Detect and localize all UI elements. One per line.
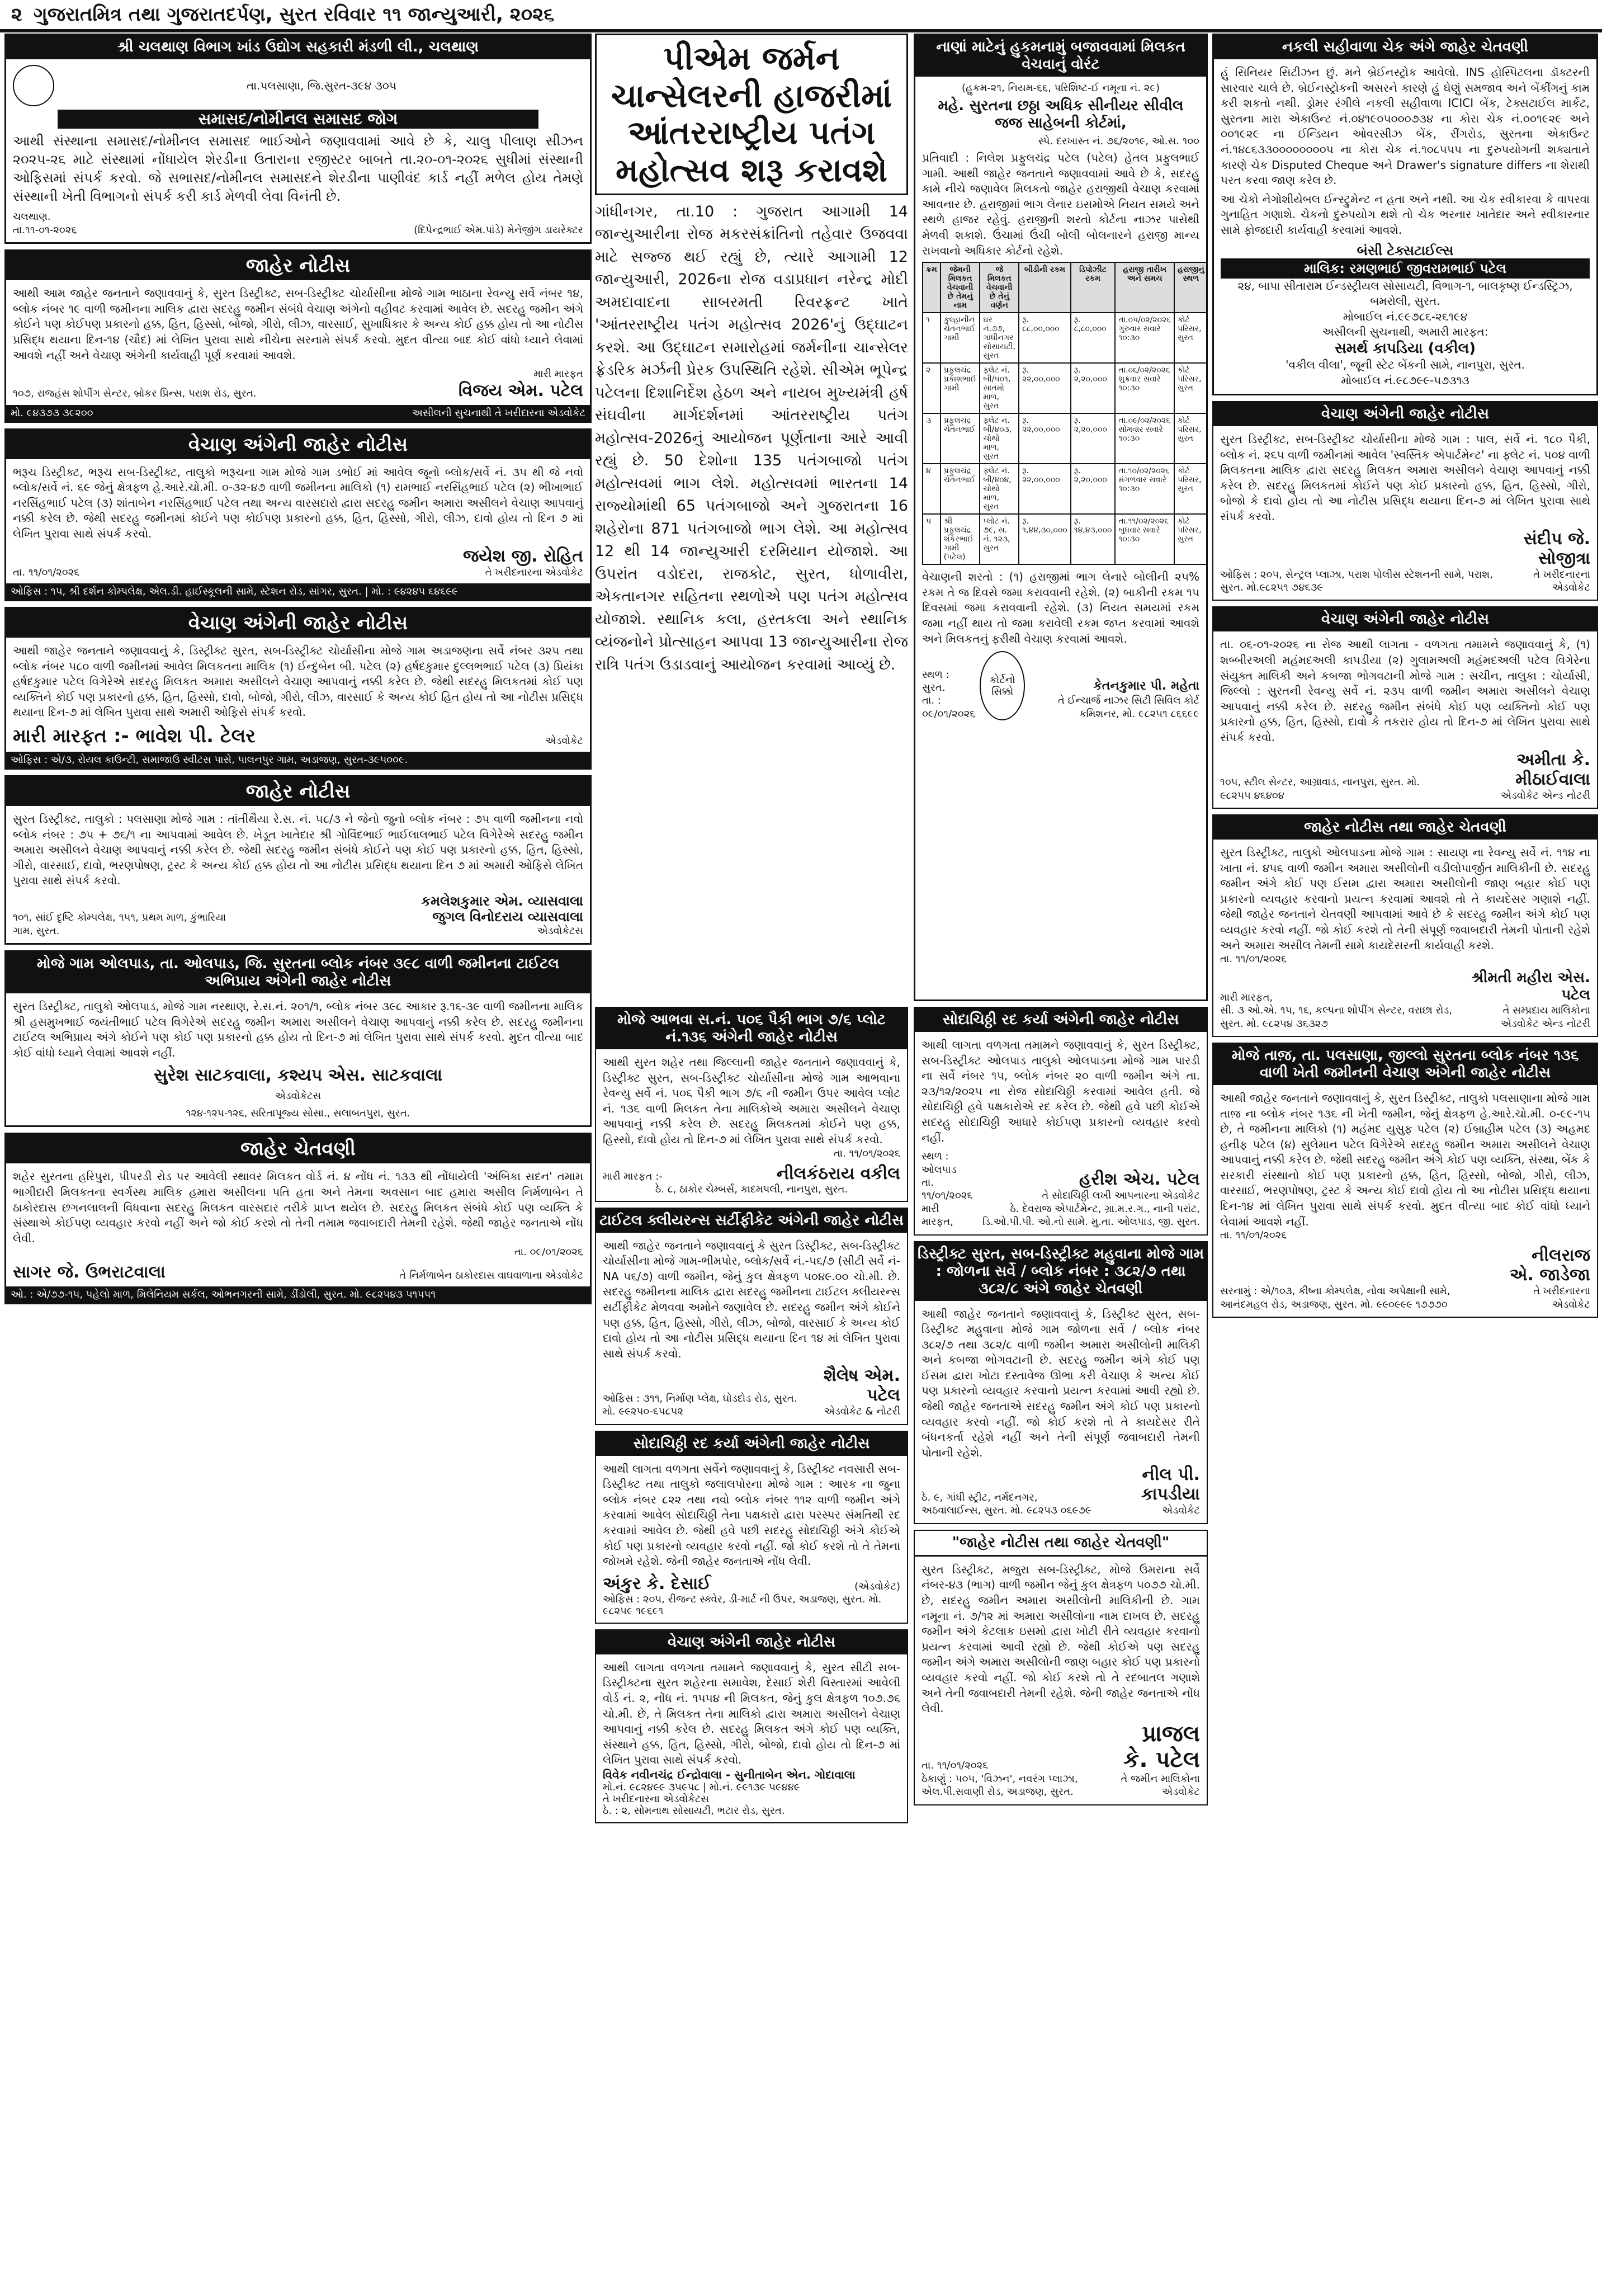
notice1-header: જાહેર નોટીસ [6,251,590,280]
notice-e-date: તા. ૧૧/૦૧/૨૦૨૬ [921,1176,973,1202]
cheque-address: ૨૪, બાપા સીતારામ ઈન્ડસ્ટ્રીયલ સોસાયટી, વિભાગ-૧, બાલકૃષ્ણ ઈન્ડસ્ટ્રિઝ, બમરોલી, સુરત. [1237,279,1573,308]
public-warning-1 [4,1133,592,1304]
notice3-via: મારી મારફત :- [13,724,129,747]
notice1-advocate: વિજય એમ. પટેલ [458,380,583,400]
auction-cell: રૂ. ૨૨,૦૦,૦૦૦ [1019,413,1071,464]
notice6-advocate: સાગર જે. ઉભરાટવાલા [13,1262,166,1283]
auction-cell: ૩ [923,413,941,464]
notice2-body: ભરૂચ ડિસ્ટ્રીક્ટ, ભરૂચ સબ-ડિસ્ટ્રીક્ટ, તાલુકો ભરૂચના ગામ મોજે ગામ ડભોઈ માં આવેલ જૂનો બ્લોક/સર્વે નં. ૩૫ થી જે નવો બ્લોક/સર્વે નં. ૬૯ જેનું ક્ષેત્રફળ હે.આરે.ચો.મી. ૦-૩૨-૪૭ વાળી જમીનના માલિકો (૧) રામભાઈ નરસિંહભાઈ પટેલ (૨) ભીખાભાઈ નરસિંહભાઈ પટેલ (૩) શાંતાબેન નરસિંહભાઈ પટેલ તથા અન્ય વારસદારો દ્વારા સદરહુ જમીન અમારા અસીલને વેચાણ આપવાનું નક્કી કરેલ છે. જેથી સદરહુ જમીનમાં કોઈને પણ કોઈપણ પ્રકારનો હક્ક, હિત, હિસ્સો, ગીરો, લીઝ, દાવો હોય તો દિન ૭ માં લેખિત પુરાવા સાથે સંપર્ક કરવો. [13,465,583,540]
court-warrant-section [914,34,1208,1007]
notice-b-office: ઓફિસ : ૩૧૧, નિર્માણ પ્લેક્ષ, ઘોડદોડ રોડ, સુરત. મો. ૯૯૨૫૦-૬૫૮૫૨ [603,1392,797,1418]
auction-row [923,363,1208,413]
notice-g-role: તે જમીન માલિકોના એડવોકેટ [1121,1772,1200,1798]
notice-b-header: ટાઈટલ ક્લીયરન્સ સર્ટીફીકેટ અંગેની જાહેર નોટીસ [596,1209,907,1233]
auction-cell: ફ્લેટ નં. બી/૪૦૩, ચોથો માળ, સુરત [980,413,1019,464]
notice2-role: તે ખરીદનારના એડવોકેટ [485,566,583,578]
auction-cell: રૂ. ૨,૨૦,૦૦૦ [1071,413,1116,464]
warrant-date: તા. : ૦૯/૦૧/૨૦૨૬ [922,695,976,720]
auction-cell: ઘર નં.૭૭, ગાંધીનગર સોસાયટી, સુરત [980,313,1019,363]
notice-g-body: સુરત ડિસ્ટ્રીક્ટ, મજુરા સબ-ડિસ્ટ્રીક્ટ, મોજે ઉમરાના સર્વે નંબર-૪૩ (ભાગ) વાળી જમીન જેનું કુલ ક્ષેત્રફળ ૫૦૭૭ ચો.મી. છે, સદરહુ જમીન અમારા અસીલોની માલિકીની છે. ગામ નમૂના નં. ૭/૧૨ માં અમારા અસીલોના નામ દાખલ છે. સદરહુ જમીન અંગે કેટલાક ઇસમો દ્વારા ખોટી રીતે વ્યવહાર કરવાનો પ્રયત્ન કરવામાં આવી રહ્યો છે. જેથી કોઈએ પણ સદરહુ જમીન અંગે અમારા અસીલોની જાણ બહાર કોઈ પણ પ્રકારનો વ્યવહાર કરવો નહીં. જો કોઈ કરશે તો તે રદબાતલ ગણાશે અને તેની જવાબદારી તેમની રહેશે. જેની જાહેર જનતાએ નોંધ લેવી. [921,1562,1200,1715]
r-notice4-date: તા. ૧૧/૦૧/૨૦૨૬ [1220,1229,1287,1242]
warrant-place: સ્થળ : સુરત. [922,668,949,694]
r-notice3-advocate: શ્રીમતી મહીરા એસ. પટેલ [1471,969,1590,1004]
r-notice4-advocate: નીલરાજ એ. જાડેજા [1509,1246,1590,1285]
notice6-body: શહેર સુરતના હરિપુરા, પીપરડી રોડ પર આવેલી સ્થાવર મિલકત વોર્ડ નં. ૪ નોંધ નં. ૧૩૩ થી નોંધાયેલી 'અંબિકા સદન' તમામ ભાગીદારી મિલકતના સ્વર્ગસ્થ માલિક હમારા અસીલના પતિ હતા અને તેમના અવસાન બાદ હમારા અસીલ નિર્મળાબેન તે ઠાકોરદાસ છગનલાલની વિધવાના સદરહુ મિલકત વારસદાર તરીકે પ્રાપ્ત થયેલ છે. સદરહુ મિલકત સંબંધે કોઈ પણ વ્યક્તિ કે સંસ્થાએ કોઈપણ વ્યવહાર કરવો નહીં અને જો કોઈ કરશે તો તેની તમામ જવાબદારી તેમની રહેશે. જેથી જાહેર જનતાએ નોંધ લેવી. [13,1170,583,1245]
auction-cell: તા.૦૯/૦૨/૨૦૨૬ સોમવાર સવારે ૧૦:૩૦ [1115,413,1174,464]
auction-col-header: જેમની મિલકત વેચવાની છે તેમનું નામ [941,262,980,313]
notice6-header: જાહેર ચેતવણી [6,1134,590,1163]
sale-notice-right-1 [1212,401,1598,601]
society-place: ચલથાણ. [13,211,51,223]
notice-a-office: ઠે. ૮, ઠાકોર ચેમ્બર્સ, કાદમપલી, નાનપુરા, સુરત. [655,1183,848,1195]
notice-f-role: એડવોકેટ [1162,1505,1200,1517]
auction-table-header [923,262,1208,313]
recovery-warrant [914,34,1208,1001]
notice-f-office: ઠે. ૯, ગાંધી સ્ટ્રીટ, નર્મદનગર, અઠવાલાઈન્સ, સુરત. મો. ૯૮૨૫૩ ૦૬૯૭૯ [921,1492,1091,1517]
notice1-body: આથી આમ જાહેર જનતાને જણાવવાનું કે, સુરત ડિસ્ટ્રીક્ટ, સબ-ડિસ્ટ્રીક્ટ ચોર્યાસીના મોજે ગામ ભાઠાના રેવન્યુ સર્વે નંબર ૧૪, બ્લોક નંબર ૧૯ વાળી જમીનના માલિક દ્વારા સદરહુ જમીન સંબંધે વેચાણ અંગેનો વહીવટ કરવામાં આવેલ છે. સદરહુ જમીન અંગે કોઈને પણ કોઈપણ પ્રકારનો હક્ક, હિત, હિસ્સો, બોજો, ગીરો, લીઝ, વારસાઈ, સુખાધિકાર કે અન્ય કોઈ હક્ક હોય તો આ નોટીસ પ્રસિદ્ધ થયાના દિન-૧૪ (ચૌદ) માં લેખિત પુરાવા સાથે નીચેના સરનામે સંપર્ક કરવો. મુદત વીત્યા બાદ કોઈ વાંધો ધ્યાને લેવામાં આવશે નહીં અને વેચાણ અંગેની કાર્યવાહી પૂર્ણ કરવામાં આવશે. [13,286,583,362]
notice-d-body: આથી લાગતા વળગતા તમામને જણાવવાનું કે, સુરત સીટી સબ-ડિસ્ટ્રીક્ટના સુરત શહેરના સમાવેશ, દેસાઈ શેરી વિસ્તારમાં આવેલી વોર્ડ નં. ૨, નોંધ નં. ૧૫૫૪ ની મિલકત, જેનું કુલ ક્ષેત્રફળ ૧૦૭.૭૬ ચો.મી. છે, તે મિલકત તેના માલિકો દ્વારા અમારા અસીલને વેચાણ આપવાનું નક્કી કરેલ છે. સદરહુ મિલકત અંગે કોઈ પણ વ્યક્તિ, સંસ્થાને હક્ક, હિત, હિસ્સો, ગીરો, બોજો, દાવો હોય તો દિન-૭ માં લેખિત પુરાવા સાથે સંપર્ક કરવો. [603,1660,900,1767]
news-article: ગાંધીનગર, તા.10 : ગુજરાત આગામી 14 જાન્યુઆરીના રોજ મકરસંક્રાંતિનો તહેવાર ઉજવવા માટે સજ્જ થઈ રહ્યું છે, ત્યારે આગામી 12 જાન્યુઆરી, 2026ના રોજ વડાપ્રધાન નરેન્દ્ર મોદી અમદાવાદના સાબરમતી રિવરફ્રન્ટ ખાતે 'આંતરરાષ્ટ્રીય પતંગ મહોત્સવ 2026'નું ઉદ્ઘાટન કરશે. આ ઉદ્ઘાટન સમારોહમાં જર્મનીના ચાન્સેલર ફ્રેડરિક મર્ઝની પ્રેરક ઉપસ્થિતિ રહેશે. સીએમ ભૂપેન્દ્ર પટેલના દિશાનિર્દેશ હેઠળ અને નાયબ મુખ્યમંત્રી હર્ષ સંઘવીના માર્ગદર્શનમાં આંતરરાષ્ટ્રીય પતંગ મહોત્સવ-2026નું આયોજન પૂર્ણતાના આરે આવી રહ્યું છે. 50 દેશોના 135 પતંગબાજો પતંગ મહોત્સવમાં ભાગ લેશે. મહોત્સવમાં ભારતના 14 રાજ્યોમાંથી 65 પતંગબાજો અને ગુજરાતના 16 શહેરોના 871 પતંગબાજો ભાગ લેશે. આ મહોત્સવ 12 થી 14 જાન્યુઆરી દરમિયાન યોજાશે. આ ઉપરાંત વડોદરા, રાજકોટ, સુરત, ધોળાવીરા, એકતાનગર સહિતના સ્થળોએ પણ પતંગ મહોત્સવ યોજાશે. સ્થાનિક કલા, હસ્તકલા અને સ્થાનિક વ્યંજનોને પ્રોત્સાહન આપવા 13 જાન્યુઆરીના રોજ રાત્રિ પતંગ ઉડાડવાનું આયોજન કરવામાં આવ્યું છે. [595,202,908,673]
sale-notice-3 [595,1629,908,1823]
auction-cell: તા.૦૫/૦૨/૨૦૨૬ ગુરુવાર સવારે ૧૦:૩૦ [1115,313,1174,363]
notice3-office: ઓફિસ : એ/૩, રોયલ કાઉન્ટી, સમાજાઉ સ્વીટસ પાસે, પાલનપુર ગામ, અડાજણ, સુરત-૩૯૫૦૦૯. [11,753,408,766]
notice-e-place: સ્થળ : ઓલપાડ [921,1151,957,1176]
warrant-signer: કેતનકુમાર પી. મહેતા [1093,678,1199,693]
auction-table [922,262,1208,565]
notice-f-advocate: નીલ પી. કાપડીયા [1141,1465,1200,1505]
cheque-advocate: સમર્થ કાપડિયા (વકીલ) [1334,340,1476,357]
auction-cell: ૨ [923,363,941,413]
public-notice-warning-2 [914,1530,1208,1805]
cheque-body-2: આ ચેકો નેગોશીયેબલ ઈન્સ્ટ્રુમેન્ટ ન હતા અને નથી. આ ચેક સ્વીકારવા કે વાપરવા ગુનાહિત ગણાશે. ચેકનો દુરુપયોગ થશે તો ચેક ભરનાર ખાતેદાર અને સ્વીકારનાર સામે ફોજદારી કાર્યવાહી કરવામાં આવશે. [1221,192,1590,237]
notice6-office: ઓ. : એ/૭૭-૧૫, પહેલો માળ, મિલેનિયમ સર્કલ, ઓભનગરની સામે, ડીંડોલી, સુરત. મો. ૯૮૨૫૪૩ ૫૧૫૫૧ [11,1289,436,1301]
public-notice-2 [4,775,592,945]
r-notice4-body: આથી જાહેર જનતાને જણાવવાનું કે, સુરત ડિસ્ટ્રીક્ટ, તાલુકો પલસાણાના મોજે ગામ તાજ઼ ના બ્લોક નંબર ૧૩૬ ની ખેતી જમીન, જેનું ક્ષેત્રફળ હે.આરે.ચો.મી. ૦-૯૯-૧૫ છે, તે જમીનના માલિકો (૧) મહંમદ યુસુફ પટેલ (૨) ઈબ્રાહીમ પટેલ (૩) અહમદ હનીફ પટેલ (૪) સુલેમાન પટેલ વિગેરેએ સદરહુ જમીન અમારા અસીલને વેચાણ આપવાનું નક્કી કરેલ છે. જેથી સદરહુ જમીન અંગે કોઈ પણ વ્યક્તિ, સંસ્થા, બેંક કે સરકારી સંસ્થાનો કોઈ પણ પ્રકારનો હક્ક, હિત, હિસ્સો, બોજો, ગીરો, લીઝ, વારસાઈ, ભરણપોષણ, ટ્રસ્ટ કે અન્ય કોઈ દાવો હોય તો આ નોટીસ પ્રસિદ્ધ થયાના દિન-૧૪ માં લેખિત પુરાવા સાથે સંપર્ક કરવો. મુદત વીત્યા બાદ કોઈ વાંધો ધ્યાને લેવામાં આવશે નહીં. [1220,1091,1590,1228]
auction-col-header: હરાજી તારીખ અને સમય [1115,262,1174,313]
notice3-body: આથી જાહેર જનતાને જણાવવાનું કે, ડિસ્ટ્રીક્ટ સુરત, સબ-ડિસ્ટ્રીક્ટ ચોર્યાસીના મોજે ગામ અડાજણના સર્વે નંબર ૩૨૫ તથા બ્લોક નંબર ૫૮૦ વાળી જમીનમાં આવેલ મિલકતના માલિક (૧) ઈન્દુબેન બી. પટેલ (૨) હર્ષદકુમાર દુલ્લભભાઈ પટેલ (૩) પ્રિયંકા હર્ષદકુમાર પટેલ વિગેરેએ સદરહુ મિલકત અમારા અસીલને વેચાણ આપવાનું નક્કી કરેલ છે. જેથી સદરહુ મિલકતમાં કોઈ પણ વ્યક્તિને કોઈ પણ પ્રકારનો હક્ક, હિત, હિસ્સો, દાવો, બોજો, ગીરો, લીઝ, વારસાઈ કે અન્ય કોઈ હિત હોય તો આ નોટીસ પ્રસિદ્ધ થયાના દિન-૭ માં લેખિત પુરાવા સાથે અમારી ઓફિસે સંપર્ક કરવો. [13,643,583,719]
auction-table-body [923,313,1208,564]
notice4-role: એડવોકેટસ [537,925,583,937]
society-sub: તા.પલસાણા, જિ.સુરત-૩૯૪ ૩૦૫ [246,79,396,92]
society-date: તા.૧૧-૦૧-૨૦૨૬ [13,224,77,236]
r-notice1-role: તે ખરીદનારના એડવોકેટ [1533,568,1590,594]
notice4-advocate-1: કમલેશકુમાર એમ. વ્યાસવાલા [421,893,583,909]
notice-d-office: ઠે. : ૨, સોમનાથ સોસાયટી, ભટાર રોડ, સુરત. [603,1805,785,1817]
cheque-body: હું સિનિયર સિટીઝન છું. મને બ્રેઈનસ્ટ્રોક આવેલો. INS હોસ્પિટલના ડૉક્ટરની સારવાર ચાલે છે. બ્રેઈનસ્ટ્રોકની અસરને કારણે હું ઘેણું સમજાવ અને બેંકીંગનું કામ કરી શકતો નથી. ડ્રોમર રંગીલે નકલી સહીવાળા ICICI બેંક, ટેક્સટાઈલ માર્કેટ, સુરતના મારા એકાઉન્ટ નં.૦૪૧૯૦૫૦૦૦૭૩૪ ના કોરા ચેક નં.૦૦૧૯૨૯ અને ૦૦૧૯૨૯ ના ઈન્ડિયન ઓવરસીઝ બેંક, રીંગરોડ, સુરતના એકાઉન્ટ નં.૧૪૮૬૩૩૦૦૦૦૦૦૦૦૫ ના કોરા ચેક નં.૧૦૮૫૫૫ ના દુરુપયોગની શક્યતાને કારણે ચેક Disputed Cheque અને Drawer's signature differs ના શેરાથી પરત કરવા જાણ કરેલ છે. [1221,65,1590,187]
auction-cell: રૂ. ૨૨,૦૦,૦૦૦ [1019,363,1071,413]
r-notice3-header: જાહેર નોટીસ તથા જાહેર ચેતવણી [1213,815,1597,840]
title-opinion-notice [4,950,592,1127]
notice5-body: સુરત ડિસ્ટ્રીક્ટ, તાલુકો ઓલપાડ, મોજે ગામ નરથાણ, રે.સ.નં. ૨૦૧/૧, બ્લોક નંબર ૩૯૮ આકાર રૂ.૧૬-૩૯ વાળી જમીનના માલિક શ્રી હસમુખભાઈ જયંતીભાઈ પટેલ વિગેરેએ સદરહુ જમીન અમારા અસીલને વેચાણ આપવાનું નક્કી કરેલ છે. સદરહુ જમીનના ટાઈટલ અભિપ્રાય અંગે કોઈને પણ કોઈ પણ પ્રકારનો હક્ક હોય તો દિન-૭ માં લેખિત પુરાવા સાથે સંપર્ક કરવો. મુદત વીત્યા બાદ કોઈ વાંધો ધ્યાને લેવામાં આવશે નહીં. [13,1000,583,1060]
auction-cell: કોર્ટ પરિસર, સુરત [1174,363,1208,413]
r-notice4-office: સરનામું : એ/૧૦૩, કીષ્ના કોમ્પલેક્ષ, નોવા અપેક્ષાની સામે, આનંદમહલ રોડ, અડાજણ, સુરત. મો. ૯૯૦૯૯૯ ૧૭૭૭૦ [1220,1285,1450,1310]
notice-c-advocate: અંકુર કે. દેસાઈ [603,1573,711,1593]
r-notice4-role: તે ખરીદનારના એડવોકેટ [1533,1285,1590,1310]
land-warning-notice [914,1241,1208,1524]
society-signer: (દિપેન્દ્રભાઈ એમ.પાંડે) મેનેજીંગ ડાયરેક્ટર [414,224,583,236]
cheque-adv-office: 'વકીલ વીલા', જૂની સ્ટેટ બેંકની સામે, નાનપુરા, સુરત. [1285,357,1525,371]
auction-cell: કોર્ટ પરિસર, સુરત [1174,313,1208,363]
notice-a-body: આથી સુરત શહેર તથા જિલ્લાની જાહેર જનતાને જણાવવાનું કે, ડિસ્ટ્રીક્ટ સુરત, સબ-ડિસ્ટ્રીક્ટ ચોર્યાસીના મોજે ગામ આભવાના રેવન્યુ સર્વે નં. ૫૦૬ પૈકી ભાગ ૭/૬ ની જમીન ઉપર આવેલ પ્લોટ નં. ૧૩૬ વાળી મિલકત તેના માલિકોએ અમારા અસીલને વેચાણ આપવાનું નક્કી કરેલ છે. સદરહુ મિલકતમાં કોઈને પણ હક્ક, હિસ્સો, દાવો હોય તો દિન-૭ માં લેખિત પુરાવા સાથે સંપર્ક કરવો. [603,1055,900,1146]
notice-b-body: આથી જાહેર જનતાને જણાવવાનું કે સુરત ડિસ્ટ્રીક્ટ, સબ-ડિસ્ટ્રીક્ટ ચોર્યાસીના મોજે ગામ-ભીમપોર, બ્લોક/સર્વે નં.-૫૬/૭ (સીટી સર્વે નં-NA ૫૬/૭) વાળી જમીન, જેનું કુલ ક્ષેત્રફળ ૫૦૪૯.૦૦ ચો.મી. છે. સદરહુ જમીનના માલિક દ્વારા સદરહુ જમીનના ટાઈટલ ક્લીયરન્સ સર્ટીફીકેટ મેળવવા અમોને જણાવેલ છે. સદરહુ જમીન અંગે કોઈને પણ હક્ક, હિત, હિસ્સો, ગીરો, લીઝ, બોજો, વારસાઈ કે અન્ય કોઈ દાવો હોય તો આ નોટીસ પ્રસિદ્ધ થયાના દિન ૧૪ માં લેખિત પુરાવા સાથે સંપર્ક કરવો. [603,1238,900,1360]
r-notice1-office: ઓફિસ : ૨૦૫, સેન્ટ્રલ પ્લાઝા, પરાશ પોલીસ સ્ટેશનની સામે, પરાશ, સુરત. મો.૯૮૨૫૧ ૭૪૬૩૯ [1220,568,1493,594]
warrant-signer-role: તે ઈન્ચાર્જ નાઝર સિટી સિવિલ કોર્ટ કમિશનર, મો. ૯૮૨૫૧ ૮૬૬૯૯ [1057,695,1199,720]
auction-row [923,464,1208,514]
society-logo-icon [13,65,54,106]
notice-d-advocates: વિવેક નવીનચંદ્ર ઈન્દ્રોવાલા - સુનીતાબેન એન. ગોદાવાલા [603,1768,856,1782]
notice4-body: સુરત ડિસ્ટ્રીક્ટ, તાલુકો : પલસાણા મોજે ગામ : તાંતીથૈયા રે.સ. નં. ૫૮/૩ ને જેનો જુનો બ્લોક નંબર : ૭૫ વાળી જમીનના નવો બ્લોક નંબર : ૭૫ + ૭૬/૧ ના આપવામાં આવેલ છે. ખેડૂત ખાતેદાર શ્રી ગોવિંદભાઈ ભાઈલાલભાઈ પટેલ વિગેરેએ સદરહુ જમીન અમારા અસીલને વેચાણ આપવાનું નક્કી કરેલ છે. જેથી સદરહુ જમીન સંબંધે કોઈને પણ કોઈ પણ પ્રકારનો હક્ક, હિત, હિસ્સો, ગીરો, વારસાઈ, દાવો, ભરણપોષણ, ટ્રસ્ટ કે અન્ય કોઈ હક્ક હોય તો આ નોટીસ પ્રસિદ્ધ થયાના દિન ૭ માં અમારી ઓફિસે લેખિત પુરાવા સાથે સંપર્ક કરવો. [13,812,583,888]
auction-cell: રૂ. ૮,૮૦,૦૦૦ [1071,313,1116,363]
notice5-office: ૧૨૪-૧૨૫-૧૨૬, સરિતાપૂજ્ય સોસા., સલાબતપુરા, સુરત. [186,1107,410,1120]
notice-f-body: આથી જાહેર જનતાને જણાવવાનું કે, ડિસ્ટ્રીક્ટ સુરત, સબ-ડિસ્ટ્રીક્ટ મહુવાના મોજે ગામ જોળના સર્વે / બ્લોક નંબર ૩૮૨/૭ તથા ૩૮૨/૮ વાળી જમીન અમારા અસીલોની માલિકી અને કબજા ભોગવટાની છે. સદરહુ જમીન અંગે કોઈ પણ ઈસમ દ્વારા ખોટા દસ્તાવેજ ઊભા કરી વેચાણ કે અન્ય કોઈ પણ પ્રકારનો વ્યવહાર કરવાનો પ્રયત્ન કરવામાં આવી રહ્યો છે. જેથી જાહેર જનતાએ સદરહુ જમીન અંગે કોઈ પણ પ્રકારનો વ્યવહાર કરવો નહીં. જો કોઈ કરશે તો તે કાયદેસર રીતે બંધનકર્તા રહેશે નહીં અને તેની સંપૂર્ણ જવાબદારી તેમની પોતાની રહેશે. [921,1307,1200,1459]
r-notice4-header: મોજે તાજ઼, તા. પલસાણા, જીલ્લો સુરતના બ્લોક નંબર ૧૩૬ વાળી ખેતી જમીનની વેચાણ અંગેની જાહેર નોટીસ [1213,1044,1597,1085]
auction-cell: ૪ [923,464,941,514]
r-notice3-body: સુરત ડિસ્ટ્રીક્ટ, તાલુકો ઓલપાડના મોજે ગામ : સાયણ ના રેવન્યુ સર્વે નં. ૧૧૪ ના ખાતા નં. ૪૫૬ વાળી જમીન અમારા અસીલોની વડીલોપાર્જીત માલિકીની છે. સદરહુ જમીન અંગે કોઈ પણ ઈસમ દ્વારા અમારા અસીલોની જાણ બહાર કોઈ પણ પ્રકારનો વ્યવહાર કરવાનો પ્રયત્ન કરવામાં આવશે તો તે કાયદેસર ગણાશે નહીં. જેથી જાહેર જનતાને ચેતવણી આપવામાં આવે છે કે સદરહુ જમીન અંગે કોઈ પણ વ્યવહાર કરવો નહીં. જો કોઈ કરશે તો તેની સંપૂર્ણ જવાબદારી તેમની પોતાની રહેશે અને અમારા અસીલ તેમની સામે કાયદેસરની કાર્યવાહી કરશે. [1220,845,1590,952]
notice1-role: અસીલની સુચનાથી તે ખરીદારના એડવોકેટ [412,407,585,419]
news-headline: પીએમ જર્મન ચાન્સેલરની હાજરીમાં આંતરરાષ્ટ્રીય પતંગ મહોત્સવ શરૂ કરાવશે [595,34,908,195]
masthead-title: ગુજરાતમિત્ર તથા ગુજરાતદર્પણ, સુરત રવિવાર ૧૧ જાન્યુઆરી, ૨૦૨૬ [34,3,555,26]
notice-g-office: ઠેકાણું : ૫૦૫, 'વિઝન', નવરંગ પ્લાઝા, એલ.પી.સવાણી રોડ, અડાજણ, સુરત. [921,1772,1078,1798]
notice-f-header: ડિસ્ટ્રીક્ટ સુરત, સબ-ડિસ્ટ્રીક્ટ મહુવાના મોજે ગામ : જોળના સર્વે / બ્લોક નંબર : ૩૮૨/૭ તથા ૩૮૨/૮ અંગે જાહેર ચેતવણી [915,1242,1207,1301]
deed-cancel-notice-2 [914,1007,1208,1236]
auction-cell: તા.૧૧/૦૨/૨૦૨૬ બુધવાર સવારે ૧૦:૩૦ [1115,514,1174,564]
title-clearance-notice [595,1208,908,1425]
notice-c-role: (એડવોકેટ) [854,1581,900,1593]
cheque-adv-phone: મોબાઈલ નં.૯૮૭૯૯-૫૭૩૧૩ [1341,373,1469,387]
notice3-role: એડવોકેટ [545,734,583,747]
column-left [4,34,592,2290]
warrant-court: મહે. સુરતના છઠ્ઠા અધિક સીનીયર સીવીલ જજ સાહેબની કોર્ટમાં, [938,97,1184,131]
deed-cancel-notice-1 [595,1431,908,1624]
society-body: આથી સંસ્થાના સમાસદ/નોમીનલ સમાસદ ભાઈઓને જણાવવામાં આવે છે કે, ચાલુ પીલાણ સીઝન ૨૦૨૫-૨૬ માટે સંસ્થામાં નોંધાયેલ શેરડીના ઉતારાના રજીસ્ટર બાબતે તા.૨૦-૦૧-૨૦૨૬ સુધીમાં સંસ્થાની ઓફિસમાં સંપર્ક કરવો. જે સભાસદ/નોમીનલ સમાસદને શેરડીના પાણીવંદ કાર્ડ નહીં મળેલ હોય તેમણે સંસ્થાની ખેતી વિભાગનો સંપર્ક કરી કાર્ડ મેળવી લેવા વિનંતી છે. [13,133,583,205]
notice2-date: તા. ૧૧/૦૧/૨૦૨૬ [13,566,80,578]
warrant-body: પ્રતિવાદી : નિલેશ પ્રફુલચંદ્ર પટેલ (પટેલ) હેતલ પ્રફુલભાઈ ગામી. આથી જાહેર જનતાને જણાવવામાં આવે છે કે, સદરહુ કામે નીચે જણાવેલ મિલકતો જાહેર હરાજીથી વેચાણ કરવામાં આવનાર છે. હરાજીમાં ભાગ લેનાર ઇસમોએ નિયત સમયે અને સ્થળે હાજર રહેવું. હરાજીની શરતો કોર્ટના નાઝર પાસેથી મેળવી શકાશે. ઉંચામાં ઉંચી બોલી બોલનારને હરાજી માન્ય રાખવાનો અધિકાર કોર્ટનો રહેશે. [922,151,1199,257]
notice3-header: વેચાણ અંગેની જાહેર નોટીસ [6,609,590,638]
notice-a-advocate: નીલકંઠરાય વકીલ [776,1163,900,1184]
notice6-role: તે નિર્મળાબેન ઠાકોરદાસ વાઘવાળાના એડવોકેટ [399,1270,583,1281]
auction-cell: શ્રી પ્રફુલચંદ્ર શંકરભાઈ ગામી (પટેલ) [941,514,980,564]
auction-cell: કોર્ટ પરિસર, સુરત [1174,464,1208,514]
sale-notice-right-2 [1212,606,1598,809]
auction-cell: રૂ. ૮૮,૦૦,૦૦૦ [1019,313,1071,363]
notice6-date: તા. ૦૯/૦૧/૨૦૨૬ [514,1246,583,1258]
warrant-terms: વેચાણની શરતો : (૧) હરાજીમાં ભાગ લેનારે બોલીની ૨૫% રકમ તે જ દિવસે જમા કરાવવાની રહેશે. (૨) બાકીની રકમ ૧૫ દિવસમાં જમા કરાવવાની રહેશે. (૩) નિયત સમયમાં રકમ જમા નહીં થાય તો જમા કરાવેલી રકમ જપ્ત કરવામાં આવશે અને મિલકતનું ફરીથી વેચાણ કરવામાં આવશે. [922,570,1199,645]
auction-cell: ૫ [923,514,941,564]
auction-cell: ૧ [923,313,941,363]
notice4-header: જાહેર નોટીસ [6,777,590,806]
cheque-adv-label: અસીલની સુચનાથી, અમારી મારફત: [1322,325,1488,339]
notice-a-via: મારી મારફત :- [603,1171,663,1183]
notice-g-header: "જાહેર નોટીસ તથા જાહેર ચેતવણી" [915,1531,1207,1557]
auction-row [923,514,1208,564]
notice-d-role: તે ખરીદનારના એડવોકેટસ [603,1793,709,1805]
notice-e-header: સોદાચિઠ્ઠી રદ કર્યા અંગેની જાહેર નોટીસ [915,1008,1207,1032]
r-notice2-office: ૧૦૫, સ્ટીલ સેન્ટર, આગ્રાવાડ, નાનપુરા, સુરત. મો. ૯૮૨૫૫ ૪૬૪૦૪ [1220,776,1420,802]
public-notice-1 [4,249,592,422]
notice-e-via: મારી મારફત, [921,1203,953,1228]
r-notice3-via: મારી મારફત, [1220,991,1273,1003]
notice-b-advocate: શૈલેષ એમ. પટેલ [823,1366,900,1406]
notice1-via: મારી મારફત [533,368,583,380]
notice1-phone: મો. ૯૪૩૭૩ ૩૯૨૦૦ [11,407,93,419]
auction-cell: રૂ. ૧૪,૪૩,૦૦૦ [1071,514,1116,564]
notice-a-date: તા. ૧૧/૦૧/૨૦૨૬ [833,1147,900,1159]
masthead [0,0,1602,32]
notice-d-phone: મો.નં. ૯૮૨૪૯૯ ૩૫૯૫૮ | મો.નં. ૯૯૧૩૯ ૫૯૪૪૯ [603,1781,800,1794]
notice-a-header: મોજે આભવા સ.નં. ૫૦૬ પૈકી ભાગ ૭/૬ પ્લોટ નં.૧૩૬ અંગેની જાહેર નોટીસ [596,1008,907,1049]
warrant-header: નાણાં માટેનું હુકમનામું બજાવવામાં મિલકત વેચવાનું વોરંટ [915,35,1206,77]
notice2-header: વેચાણ અંગેની જાહેર નોટીસ [6,430,590,459]
auction-row [923,413,1208,464]
sale-notice-1 [4,428,592,601]
auction-cell: રૂ. ૨૨,૦૦,૦૦૦ [1019,464,1071,514]
auction-cell: રૂ. ૨,૨૦,૦૦૦ [1071,464,1116,514]
notice-c-body: આથી લાગતા વળગતા સર્વેને જણાવવાનું કે, ડિસ્ટ્રીક્ટ નવસારી સબ-ડિસ્ટ્રીક્ટ તથા તાલુકો જલાલપોરના મોજે ગામ : આરક ના જુના બ્લોક નંબર ૮૨૨ તથા નવો બ્લોક નંબર ૧૧૨ વાળી જમીન અંગે કરવામાં આવેલ સોદાચિઠ્ઠી તેના પક્ષકારો દ્વારા પરસ્પર સંમતિથી રદ કરવામાં આવેલ છે. જેથી હવે પછી સદરહુ સોદાચિઠ્ઠી અંગે કોઈએ કોઈ પણ પ્રકારનો વ્યવહાર કરવો નહીં. જો કોઈ કરશે તો તે તેમના જોખમે રહેશે. જેની જાહેર જનતાએ નોંધ લેવી. [603,1461,900,1568]
plot-notice [595,1007,908,1202]
auction-col-header: ડિપોઝીટ રકમ [1071,262,1116,313]
auction-cell: રૂ. ૨,૨૦,૦૦૦ [1071,363,1116,413]
r-notice1-body: સુરત ડિસ્ટ્રીક્ટ, સબ-ડિસ્ટ્રીક્ટ ચોર્યાસીના મોજે ગામ : પાલ, સર્વે નં. ૧૮૦ પૈકી, બ્લોક નં. ૨૬૫ વાળી જમીનમાં આવેલ 'સ્વસ્તિક એપાર્ટમેન્ટ' ના ફ્લેટ નં. ૫૦૪ વાળી મિલકતના માલિક દ્વારા સદરહુ મિલકત અમારા અસીલને વેચાણ આપવાનું નક્કી કરેલ છે. સદરહુ મિલકતમાં કોઈને પણ કોઈ પ્રકારનો હક્ક, હિત, હિસ્સો, ગીરો, બોજો કે દાવો હોય તો આ નોટીસ પ્રસિદ્ધ થયાના દિન-૭ માં લેખિત પુરાવા સાથે સંપર્ક કરવો. [1220,432,1590,524]
auction-row [923,313,1208,363]
notice5-role: એડવોકેટસ [275,1090,322,1102]
column-mid-right [914,1007,1208,2290]
notice5-advocate: સુરેશ સાટકવાલા, કશ્યપ એસ. સાટકવાલા [153,1065,442,1085]
column-news [595,34,908,1001]
warrant-sub: (હુકમ-૨૧, નિયમ-૬૬, પરિશિષ્ટ-ઈ નમૂના નં. ૨૯) [961,82,1160,94]
r-notice2-body: તા. ૦૬-૦૧-૨૦૨૬ ના રોજ આથી લાગતા - વળગતા તમામને જણાવવાનું કે, (૧) શબ્બીરઅલી મહંમદઅલી કાપડીયા (૨) ગુલામઅલી મહંમદઅલી પટેલ વિગેરેના સંયુક્ત માલિકી અને કબજા ભોગવટાની મોજે ગામ : સચીન, તાલુકા : ચોર્યાસી, જિલ્લો : સુરતની રેવન્યુ સર્વે નં. ૨૩૫ વાળી જમીન અમારા અસીલને વેચાણ આપવાનું નક્કી કરેલ છે. સદરહુ જમીન સંબંધે કોઈ પણ વ્યક્તિનો કોઈ પણ પ્રકારનો હક્ક, હિત, હિસ્સો, દાવો કે તકરાર હોય તો દિન-૭ માં લેખિત પુરાવા સાથે સંપર્ક કરવો. [1220,638,1590,744]
r-notice1-header: વેચાણ અંગેની જાહેર નોટીસ [1213,402,1597,426]
notice-e-advocate: હરીશ એચ. પટેલ [1079,1170,1200,1190]
notice-d-header: વેચાણ અંગેની જાહેર નોટીસ [596,1630,907,1654]
auction-cell: ફ્લેટ નં. બી/૪૦૪, ચોથો માળ, સુરત [980,464,1019,514]
notice4-advocate-2: જુગલ વિનોદરાય વ્યાસવાલા [432,908,583,925]
column-mid-left [595,1007,908,2290]
sale-notice-2 [4,607,592,770]
notice2-advocate: જયેશ જી. રોહિત [463,546,583,566]
notice3-advocate: ભાવેશ પી. ટેલર [135,724,256,747]
cheque-firm: બંસી ટેક્સટાઈલ્સ [1357,242,1454,258]
cheque-phone: મોબાઈલ નં.૯૯૭૮૬-૨૬૧૯૪ [1343,309,1468,323]
society-header: શ્રી ચલથાણ વિભાગ ખાંડ ઉદ્યોગ સહકારી મંડળી લી., ચલથાણ [6,35,590,59]
notice-e-body: આથી લાગતા વળગતા તમામને જણાવવાનું કે, સુરત ડિસ્ટ્રીક્ટ, સબ-ડિસ્ટ્રીક્ટ ઓલપાડ તાલુકો ઓલપાડના મોજે ગામ પારડી ના સર્વે નંબર ૧૫, બ્લોક નંબર ૨૦ વાળી જમીન અંગે તા. ૨૩/૧૨/૨૦૨૫ ના રોજ સોદાચિઠ્ઠી કરવામાં આવેલ હતી. જે સોદાચિઠ્ઠી હવે પક્ષકારોએ રદ કરેલ છે. જેથી હવે પછી કોઈએ સદરહુ સોદાચિઠ્ઠી આધારે કોઈપણ પ્રકારનો વ્યવહાર કરવો નહીં. [921,1038,1200,1144]
notice-e-office: ઠે. દેવરાજ એપાર્ટમેન્ટ, ગ્રા.મ.ર.ગ., નાની પરાંટ, ડિ.ઓ.પી.પી. ઓ.નો સામે. મુ.તા. ઓલપાડ, જી. સુરત. [982,1203,1200,1228]
auction-cell: પ્રફુલચંદ્ર ચેતનભાઈ [941,464,980,514]
auction-cell: તા.૧૦/૦૨/૨૦૨૬ મંગળવાર સવારે ૧૦:૩૦ [1115,464,1174,514]
auction-col-header: હરાજીનું સ્થળ [1174,262,1208,313]
cheque-header: નકલી સહીવાળા ચેક અંગે જાહેર ચેતવણી [1214,35,1596,59]
notice-c-header: સોદાચિઠ્ઠી રદ કર્યા અંગેની જાહેર નોટીસ [596,1432,907,1456]
r-notice3-date: તા. ૧૧/૦૧/૨૦૨૬ [1220,953,1287,965]
court-seal: કોર્ટનો સિક્કો [980,651,1025,720]
auction-cell: પ્લોટ નં. ૭૯, સ. નં. ૧૨૩, સુરત [980,514,1019,564]
auction-col-header: ક્રમ [923,262,941,313]
r-notice3-role: તે સમ્પ્રદાય માલિકોના એડવોકેટ એન્ડ નોટરી [1501,1005,1590,1030]
auction-cell: રૂ. ૧,૪૪,૩૦,૦૦૦ [1019,514,1071,564]
notice-g-advocate: પ્રાજલ કે. પટેલ [1123,1720,1200,1772]
auction-cell: કોર્ટ પરિસર, સુરત [1174,413,1208,464]
notice1-address: ૧૦૭, રાજહંસ શોપીંગ સેન્ટર, બ્રોકર પ્રિન્સ, પરાશ રોડ, સુરત. [13,388,257,400]
auction-cell: કોર્ટ પરિસર, સુરત [1174,514,1208,564]
notice-b-role: એડવોકેટ & નોટરી [824,1406,900,1418]
auction-cell: તા.૦૬/૦૨/૨૦૨૬ શુક્રવાર સવારે ૧૦:૩૦ [1115,363,1174,413]
auction-col-header: બીડીની રકમ [1019,262,1071,313]
notice5-header: મોજે ગામ ઓલપાડ, તા. ઓલપાડ, જિ. સુરતના બ્લોક નંબર ૩૯૮ વાળી જમીનના ટાઈટલ અભિપ્રાય અંગેની જાહેર નોટીસ [6,952,590,993]
society-notice-title: સમાસદ/નોમીનલ સમાસદ જોગ [58,110,538,129]
notice4-office: ૧૦૧, સાંઈ દૃષ્ટિ કોમ્પલેક્ષ, ૧૫૧, પ્રથમ માળ, કુંભારિયા ગામ, સુરત. [13,912,226,937]
column-right [1212,34,1598,2290]
warrant-case: સ્પે. દરખાસ્ત નં. ૭૬/૨૦૧૯, ઓ.સ. ૧૦૦ [1038,135,1199,147]
notice2-office: ઓફિસ : ૧૫, શ્રી દર્શન કોમ્પલેક્ષ, એલ.ડી. હાઈસ્કૂલની સામે, સ્ટેશન રોડ, સાંગર, સુરત. | મો. : ૯૪૨૪૫ ૬૪૬૯૯ [11,585,458,597]
page-number: ૨ [11,3,22,26]
warning-notice-right [1212,814,1598,1037]
cheque-warning [1212,34,1598,395]
auction-cell: પ્રફુલચંદ્ર ચેતનભાઈ [941,413,980,464]
notice-e-role: તે સોદાચિઠ્ઠી લખી આપનારના એડવોકેટ [1042,1190,1200,1202]
society-notice [4,34,592,244]
auction-col-header: જે મિલકત વેચવાની છે તેનું વર્ણન [980,262,1019,313]
notice-c-office: ઓફિસ : ૨૦૫, રીજન્ટ સ્ક્વેર, ડી-માર્ટ ની ઉપર, અડાજણ, સુરત. મો. ૯૮૨૫૯ ૧૯૬૯૧ [603,1593,882,1617]
r-notice2-role: એડવોકેટ એન્ડ નોટરી [1501,789,1590,802]
auction-cell: ફ્લેટ નં. બી/૫૦૧, સાતમો માળ, સુરત [980,363,1019,413]
land-sale-notice-right [1212,1043,1598,1318]
auction-cell: પ્રફુલચંદ્ર પ્રકાશભાઈ ગામી [941,363,980,413]
cheque-owner: માલિક: રમણભાઈ જીવરામભાઈ પટેલ [1221,258,1590,279]
notice-g-date: તા. ૧૧/૦૧/૨૦૨૬ [921,1760,989,1772]
r-notice3-office: સી. ૩ ઓ.એ. ૧૫, ૧૬, કલ્પના શોપીંગ સેન્ટર, વરાછા રોડ, સુરત. મો. ૯૮૨૫૪ ૩૬૩૨૭ [1220,1005,1452,1030]
r-notice2-advocate: અમીતા કે. મીઠાઈવાલા [1515,749,1590,789]
auction-cell: કુલ્હાનીન ચેતનભાઈ ગામી [941,313,980,363]
r-notice1-advocate: સંદીપ જે. સોજીત્રા [1523,529,1590,568]
r-notice2-header: વેચાણ અંગેની જાહેર નોટીસ [1213,607,1597,631]
